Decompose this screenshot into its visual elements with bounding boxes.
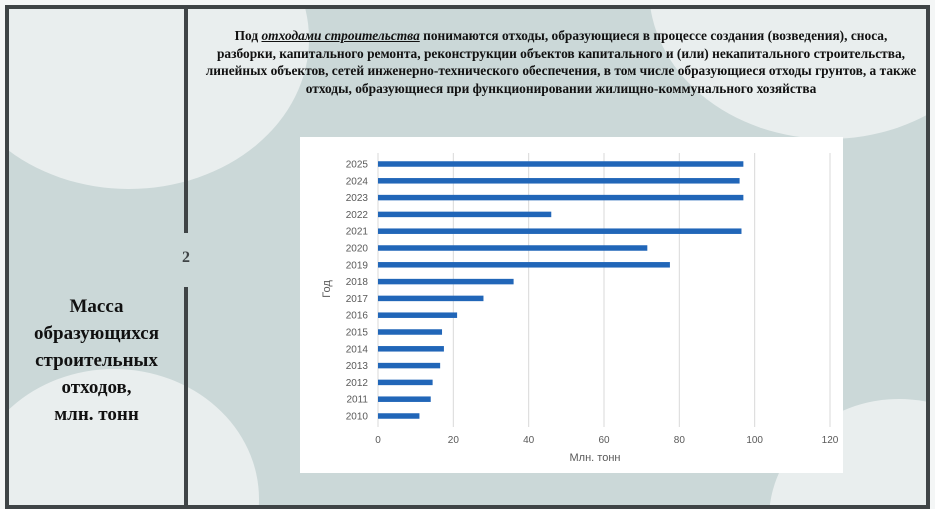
side-title — [9, 293, 184, 428]
bar-2019 — [378, 262, 670, 268]
bar-2010 — [378, 413, 419, 419]
y-tick-label: 2021 — [345, 226, 368, 238]
y-tick-label: 2014 — [345, 344, 368, 356]
y-tick-label: 2019 — [345, 260, 368, 272]
bar-2023 — [378, 195, 743, 201]
y-tick-label: 2022 — [345, 209, 368, 221]
vertical-divider — [184, 9, 188, 233]
bar-chart — [300, 137, 843, 473]
x-tick-label: 100 — [746, 435, 764, 446]
y-tick-label: 2023 — [345, 193, 368, 205]
bar-2020 — [378, 245, 647, 251]
y-tick-label: 2018 — [345, 277, 368, 289]
bar-2012 — [378, 380, 433, 386]
y-tick-label: 2011 — [346, 394, 368, 406]
side-title-line: образующихся — [34, 323, 159, 344]
bar-2013 — [378, 363, 440, 369]
y-tick-label: 2020 — [345, 243, 368, 255]
y-tick-label: 2016 — [345, 310, 368, 322]
x-tick-label: 60 — [598, 435, 610, 446]
slide-number: 2 — [182, 249, 190, 266]
y-tick-label: 2013 — [345, 361, 368, 373]
intro-text — [205, 27, 917, 98]
vertical-divider — [184, 287, 188, 505]
bar-2015 — [378, 329, 442, 335]
y-tick-label: 2012 — [345, 377, 368, 389]
bar-2021 — [378, 228, 741, 234]
side-title-line: отходов, — [61, 377, 132, 398]
chart-card — [300, 137, 843, 473]
bar-2011 — [378, 396, 431, 402]
bar-2014 — [378, 346, 444, 352]
x-tick-label: 20 — [447, 435, 459, 446]
y-tick-label: 2024 — [345, 176, 368, 188]
x-tick-label: 0 — [375, 435, 381, 446]
x-axis-title: Млн. тонн — [569, 452, 621, 464]
x-tick-label: 120 — [821, 435, 839, 446]
bar-2017 — [378, 296, 483, 302]
bar-2016 — [378, 312, 457, 318]
bar-2025 — [378, 161, 743, 167]
intro-term: отходами строительства — [261, 28, 420, 43]
y-axis-title: Год — [321, 280, 333, 298]
slide-frame — [5, 5, 930, 509]
x-tick-label: 40 — [523, 435, 535, 446]
y-tick-label: 2015 — [345, 327, 368, 339]
y-tick-label: 2017 — [345, 293, 368, 305]
intro-body: понимаются отходы, образующиеся в процессе создания (возведения), сноса, разборки, капитального ремонта, реконструкции объектов капитального и (или) некапитального строительства, линейных объектов, сетей инженерно-технического обеспечения, в том числе образующиеся отходы грунтов, а также отходы, образующиеся при функционировании жилищно-коммунального хозяйства — [205, 28, 917, 97]
bar-2024 — [378, 178, 740, 184]
side-title-line: строительных — [35, 350, 158, 371]
x-tick-label: 80 — [673, 435, 685, 446]
bar-2022 — [378, 212, 551, 218]
intro-prefix: Под — [234, 28, 262, 43]
y-tick-label: 2025 — [345, 159, 368, 171]
side-title-line: Масса — [69, 296, 124, 317]
bar-2018 — [378, 279, 514, 285]
side-title-line: млн. тонн — [54, 404, 139, 425]
y-tick-label: 2010 — [345, 411, 368, 423]
